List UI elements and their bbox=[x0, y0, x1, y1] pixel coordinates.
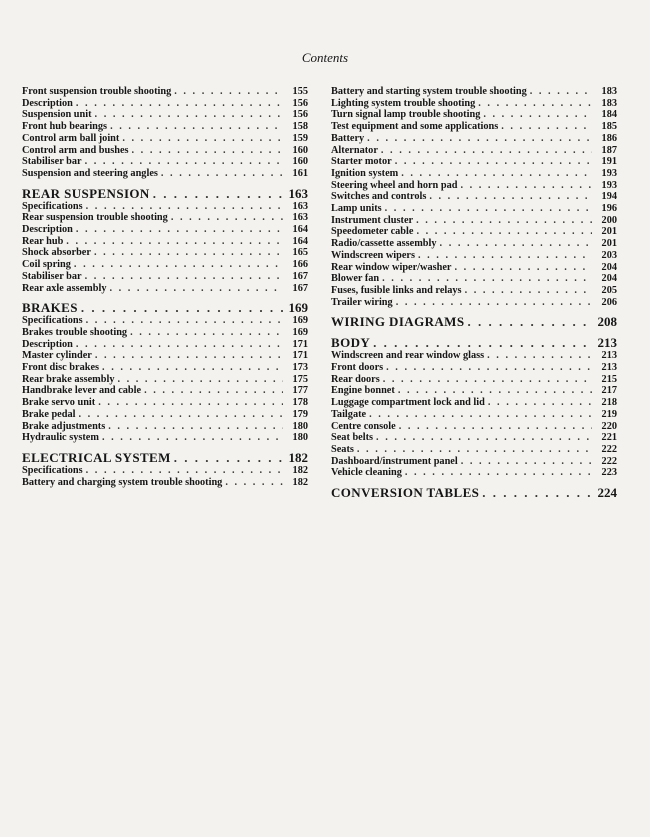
toc-entry-title: Centre console bbox=[331, 420, 396, 432]
toc-entry-title: Specifications bbox=[22, 315, 83, 327]
dot-leader bbox=[66, 236, 283, 248]
toc-page-number: 208 bbox=[597, 314, 617, 330]
toc-entry bbox=[331, 456, 617, 468]
dot-leader bbox=[381, 145, 592, 157]
dot-leader bbox=[76, 224, 283, 236]
toc-entry-title: Dashboard/instrument panel bbox=[331, 455, 458, 467]
dot-leader bbox=[467, 314, 592, 329]
toc-page-number: 196 bbox=[601, 203, 617, 215]
toc-entry-title: Control arm ball joint bbox=[22, 132, 120, 144]
toc-entry-title: BODY bbox=[331, 335, 371, 351]
toc-entry bbox=[331, 145, 617, 157]
toc-entry-title: Rear suspension trouble shooting bbox=[22, 212, 168, 224]
toc-entry-title: Seats bbox=[331, 443, 354, 455]
toc-page-number: 182 bbox=[292, 476, 308, 488]
toc-page-number: 213 bbox=[601, 350, 617, 362]
dot-leader bbox=[76, 339, 283, 351]
toc-entry-title: Alternator bbox=[331, 144, 378, 156]
toc-entry-title: Engine bonnet bbox=[331, 385, 395, 397]
toc-entry bbox=[22, 236, 308, 248]
toc-entry bbox=[331, 238, 617, 250]
toc-entry bbox=[331, 273, 617, 285]
toc-section-heading bbox=[331, 335, 617, 350]
toc-entry bbox=[22, 327, 308, 339]
toc-entry bbox=[331, 409, 617, 421]
dot-leader bbox=[132, 145, 283, 157]
toc-page-number: 218 bbox=[601, 397, 617, 409]
toc-page-number: 213 bbox=[601, 362, 617, 374]
dot-leader bbox=[369, 409, 592, 421]
toc-entry-title: Handbrake lever and cable bbox=[22, 385, 142, 397]
toc-entry-title: Speedometer cable bbox=[331, 226, 414, 238]
toc-page-number: 169 bbox=[292, 326, 308, 338]
dot-leader bbox=[405, 467, 592, 479]
toc-entry-title: Starter motor bbox=[331, 156, 392, 168]
toc-entry bbox=[22, 133, 308, 145]
toc-entry-title: BRAKES bbox=[22, 300, 78, 316]
toc-entry bbox=[22, 201, 308, 213]
toc-entry-title: Shock absorber bbox=[22, 247, 91, 259]
toc-entry-title: Brakes trouble shooting bbox=[22, 326, 128, 338]
toc-entry-title: Brake servo unit bbox=[22, 397, 96, 409]
toc-entry bbox=[22, 397, 308, 409]
toc-entry-title: Brake pedal bbox=[22, 408, 76, 420]
toc-left-column bbox=[22, 86, 308, 488]
dot-leader bbox=[171, 212, 283, 224]
toc-page-number: 220 bbox=[601, 420, 617, 432]
toc-page-number: 164 bbox=[292, 235, 308, 247]
toc-entry bbox=[22, 432, 308, 444]
toc-entry bbox=[331, 180, 617, 192]
toc-entry bbox=[22, 271, 308, 283]
toc-entry-title: Luggage compartment lock and lid bbox=[331, 397, 485, 409]
toc-entry-title: Description bbox=[22, 97, 73, 109]
toc-entry bbox=[22, 145, 308, 157]
toc-entry-title: Specifications bbox=[22, 200, 83, 212]
toc-entry bbox=[22, 477, 308, 489]
toc-entry-title: Battery bbox=[331, 132, 365, 144]
toc-page-number: 177 bbox=[292, 385, 308, 397]
toc-page-number: 165 bbox=[292, 247, 308, 259]
toc-page-number: 160 bbox=[292, 156, 308, 168]
toc-entry-title: Turn signal lamp trouble shooting bbox=[331, 109, 481, 121]
dot-leader bbox=[385, 203, 592, 215]
dot-leader bbox=[465, 285, 592, 297]
dot-leader bbox=[74, 259, 283, 271]
toc-page-number: 213 bbox=[597, 335, 617, 351]
toc-entry bbox=[331, 86, 617, 98]
dot-leader bbox=[110, 121, 283, 133]
toc-entry-title: Specifications bbox=[22, 464, 83, 476]
toc-entry-title: Front hub bearings bbox=[22, 121, 108, 133]
toc-entry bbox=[22, 362, 308, 374]
toc-entry-title: Suspension unit bbox=[22, 109, 92, 121]
toc-entry bbox=[22, 168, 308, 180]
dot-leader bbox=[488, 397, 592, 409]
toc-entry-title: Hydraulic system bbox=[22, 432, 99, 444]
dot-leader bbox=[416, 226, 592, 238]
toc-entry bbox=[22, 156, 308, 168]
dot-leader bbox=[102, 362, 283, 374]
toc-entry-title: Rear doors bbox=[331, 373, 380, 385]
dot-leader bbox=[386, 362, 592, 374]
toc-entry bbox=[331, 421, 617, 433]
toc-page-number: 167 bbox=[292, 270, 308, 282]
toc-page-number: 222 bbox=[601, 443, 617, 455]
dot-leader bbox=[109, 283, 283, 295]
toc-entry bbox=[22, 374, 308, 386]
toc-entry bbox=[331, 385, 617, 397]
dot-leader bbox=[102, 432, 283, 444]
toc-entry bbox=[22, 283, 308, 295]
toc-entry bbox=[331, 374, 617, 386]
toc-entry-title: Tailgate bbox=[331, 408, 367, 420]
toc-page-number: 206 bbox=[601, 296, 617, 308]
toc-section-heading bbox=[331, 485, 617, 500]
toc-entry-title: Test equipment and some applications bbox=[331, 121, 499, 133]
dot-leader bbox=[478, 98, 592, 110]
dot-leader bbox=[79, 409, 284, 421]
dot-leader bbox=[416, 215, 592, 227]
toc-entry bbox=[331, 362, 617, 374]
toc-page-number: 175 bbox=[292, 373, 308, 385]
dot-leader bbox=[117, 374, 283, 386]
toc-entry-title: Radio/cassette assembly bbox=[331, 238, 437, 250]
toc-entry-title: CONVERSION TABLES bbox=[331, 485, 480, 501]
toc-page-number: 163 bbox=[292, 200, 308, 212]
toc-page-number: 155 bbox=[292, 86, 308, 97]
dot-leader bbox=[81, 300, 283, 315]
toc-section-heading bbox=[22, 450, 308, 465]
dot-leader bbox=[373, 335, 592, 350]
dot-leader bbox=[98, 397, 283, 409]
toc-entry bbox=[331, 121, 617, 133]
toc-entry bbox=[331, 285, 617, 297]
toc-page-number: 164 bbox=[292, 224, 308, 236]
toc-page-number: 217 bbox=[601, 385, 617, 397]
dot-leader bbox=[399, 421, 592, 433]
dot-leader bbox=[398, 385, 592, 397]
toc-entry bbox=[22, 121, 308, 133]
toc-entry bbox=[22, 98, 308, 110]
toc-entry bbox=[22, 385, 308, 397]
toc-page-number: 158 bbox=[292, 121, 308, 133]
toc-page-number: 171 bbox=[292, 338, 308, 350]
toc-entry-title: Control arm and bushes bbox=[22, 144, 129, 156]
toc-entry bbox=[331, 168, 617, 180]
dot-leader bbox=[76, 98, 283, 110]
page-title: Contents bbox=[301, 50, 349, 65]
toc-entry bbox=[22, 224, 308, 236]
toc-page-number: 173 bbox=[292, 362, 308, 374]
dot-leader bbox=[108, 421, 283, 433]
toc-page-number: 163 bbox=[292, 212, 308, 224]
toc-entry-title: ELECTRICAL SYSTEM bbox=[22, 449, 171, 465]
toc-entry bbox=[22, 350, 308, 362]
toc-entry-title: Lighting system trouble shooting bbox=[331, 97, 476, 109]
toc-entry-title: Vehicle cleaning bbox=[331, 467, 402, 479]
toc-page-number: 204 bbox=[601, 273, 617, 285]
toc-page-number: 178 bbox=[292, 397, 308, 409]
dot-leader bbox=[144, 385, 283, 397]
dot-leader bbox=[86, 201, 283, 213]
toc-entry-title: Front disc brakes bbox=[22, 362, 100, 374]
toc-page-number: 180 bbox=[292, 432, 308, 444]
dot-leader bbox=[95, 350, 283, 362]
dot-leader bbox=[85, 156, 283, 168]
toc-entry bbox=[331, 133, 617, 145]
toc-page-number: 222 bbox=[601, 455, 617, 467]
toc-page-number: 186 bbox=[601, 132, 617, 144]
toc-entry-title: Battery and starting system trouble shooting bbox=[331, 86, 527, 97]
toc-entry-title: WIRING DIAGRAMS bbox=[331, 314, 465, 330]
toc-entry-title: Brake adjustments bbox=[22, 420, 106, 432]
toc-entry bbox=[22, 421, 308, 433]
toc-page-number: 191 bbox=[601, 156, 617, 168]
toc-entry-title: Rear hub bbox=[22, 235, 64, 247]
toc-entry-title: Windscreen wipers bbox=[331, 249, 415, 261]
toc-page-number: 182 bbox=[288, 449, 308, 465]
toc-entry-title: Stabiliser bar bbox=[22, 270, 82, 282]
toc-page-number: 183 bbox=[601, 86, 617, 97]
dot-leader bbox=[382, 273, 592, 285]
toc-page-number: 159 bbox=[292, 132, 308, 144]
toc-entry-title: Blower fan bbox=[331, 273, 380, 285]
dot-leader bbox=[487, 350, 592, 362]
toc-page-number: 163 bbox=[288, 185, 308, 201]
dot-leader bbox=[357, 444, 592, 456]
toc-page-number: 169 bbox=[288, 300, 308, 316]
dot-leader bbox=[395, 156, 592, 168]
dot-leader bbox=[94, 247, 283, 259]
toc-entry-title: Windscreen and rear window glass bbox=[331, 350, 485, 362]
dot-leader bbox=[501, 121, 592, 133]
toc-entry-title: Description bbox=[22, 338, 73, 350]
toc-page-number: 219 bbox=[601, 408, 617, 420]
toc-page-number: 160 bbox=[292, 144, 308, 156]
dot-leader bbox=[367, 133, 592, 145]
toc-page-number: 223 bbox=[601, 467, 617, 479]
dot-leader bbox=[174, 86, 283, 98]
toc-entry-title: Front doors bbox=[331, 362, 384, 374]
toc-entry-title: Rear window wiper/washer bbox=[331, 261, 452, 273]
toc-entry-title: Front suspension trouble shooting bbox=[22, 86, 172, 97]
dot-leader bbox=[95, 109, 283, 121]
toc-entry-title: Stabiliser bar bbox=[22, 156, 82, 168]
toc-entry bbox=[22, 465, 308, 477]
toc-page-number: 203 bbox=[601, 249, 617, 261]
toc-section-heading bbox=[331, 314, 617, 329]
toc-entry bbox=[331, 98, 617, 110]
toc-page-number: 205 bbox=[601, 284, 617, 296]
toc-entry-title: Trailer wiring bbox=[331, 296, 393, 308]
toc-entry-title: Lamp units bbox=[331, 203, 382, 215]
toc-page-number: 187 bbox=[601, 144, 617, 156]
dot-leader bbox=[174, 450, 283, 465]
toc-entry-title: Coil spring bbox=[22, 259, 71, 271]
toc-entry-title: Instrument cluster bbox=[331, 214, 414, 226]
toc-page-number: 180 bbox=[292, 420, 308, 432]
toc-page-number: 183 bbox=[601, 97, 617, 109]
toc-page-number: 166 bbox=[292, 259, 308, 271]
toc-page-number: 185 bbox=[601, 121, 617, 133]
dot-leader bbox=[483, 109, 592, 121]
dot-leader bbox=[225, 477, 283, 489]
toc-entry bbox=[331, 350, 617, 362]
dot-leader bbox=[86, 465, 283, 477]
toc-right-column bbox=[331, 86, 617, 500]
toc-entry bbox=[331, 156, 617, 168]
toc-entry-title: Rear axle assembly bbox=[22, 282, 107, 294]
toc-page-number: 224 bbox=[597, 485, 617, 501]
toc-entry bbox=[22, 109, 308, 121]
toc-page-number: 171 bbox=[292, 350, 308, 362]
toc-page-number: 201 bbox=[601, 226, 617, 238]
toc-entry bbox=[331, 297, 617, 309]
toc-entry-title: Steering wheel and horn pad bbox=[331, 179, 458, 191]
toc-entry-title: Fuses, fusible links and relays bbox=[331, 284, 462, 296]
toc-entry bbox=[331, 467, 617, 479]
dot-leader bbox=[401, 168, 592, 180]
dot-leader bbox=[482, 485, 592, 500]
dot-leader bbox=[122, 133, 283, 145]
toc-page-number: 184 bbox=[601, 109, 617, 121]
toc-entry-title: Master cylinder bbox=[22, 350, 92, 362]
dot-leader bbox=[440, 238, 592, 250]
toc-page-number: 193 bbox=[601, 179, 617, 191]
toc-entry bbox=[331, 226, 617, 238]
toc-entry-title: Switches and controls bbox=[331, 191, 427, 203]
toc-entry bbox=[22, 315, 308, 327]
dot-leader bbox=[418, 250, 592, 262]
toc-page-number: 193 bbox=[601, 167, 617, 179]
toc-entry bbox=[331, 109, 617, 121]
dot-leader bbox=[460, 180, 592, 192]
toc-entry bbox=[331, 397, 617, 409]
toc-page-number: 215 bbox=[601, 373, 617, 385]
dot-leader bbox=[130, 327, 283, 339]
dot-leader bbox=[530, 86, 592, 98]
toc-page-number: 161 bbox=[292, 167, 308, 179]
toc-entry bbox=[331, 262, 617, 274]
dot-leader bbox=[396, 297, 592, 309]
toc-page-number: 201 bbox=[601, 238, 617, 250]
dot-leader bbox=[161, 168, 283, 180]
toc-entry bbox=[331, 444, 617, 456]
dot-leader bbox=[383, 374, 592, 386]
dot-leader bbox=[86, 315, 283, 327]
toc-entry bbox=[22, 259, 308, 271]
dot-leader bbox=[461, 456, 592, 468]
toc-page-number: 167 bbox=[292, 282, 308, 294]
toc-entry bbox=[22, 339, 308, 351]
dot-leader bbox=[85, 271, 283, 283]
toc-page-number: 156 bbox=[292, 109, 308, 121]
dot-leader bbox=[153, 186, 283, 201]
toc-entry bbox=[331, 203, 617, 215]
toc-page-number: 182 bbox=[292, 464, 308, 476]
toc-entry-title: Battery and charging system trouble shooting bbox=[22, 476, 223, 488]
toc-page-number: 179 bbox=[292, 408, 308, 420]
toc-entry bbox=[22, 212, 308, 224]
toc-entry-title: Seat belts bbox=[331, 432, 374, 444]
dot-leader bbox=[429, 191, 592, 203]
toc-page-number: 204 bbox=[601, 261, 617, 273]
toc-page-number: 221 bbox=[601, 432, 617, 444]
toc-entry-title: Rear brake assembly bbox=[22, 373, 115, 385]
toc-entry-title: REAR SUSPENSION bbox=[22, 185, 150, 201]
toc-entry bbox=[331, 432, 617, 444]
toc-entry bbox=[22, 409, 308, 421]
dot-leader bbox=[455, 262, 592, 274]
toc-page-number: 194 bbox=[601, 191, 617, 203]
toc-entry bbox=[331, 250, 617, 262]
toc-page-number: 156 bbox=[292, 97, 308, 109]
toc-entry-title: Description bbox=[22, 224, 73, 236]
dot-leader bbox=[376, 432, 592, 444]
toc-entry bbox=[22, 86, 308, 98]
toc-page-number: 200 bbox=[601, 214, 617, 226]
toc-section-heading bbox=[22, 300, 308, 315]
toc-entry bbox=[331, 191, 617, 203]
toc-page-number: 169 bbox=[292, 315, 308, 327]
toc-entry bbox=[331, 215, 617, 227]
toc-entry-title: Suspension and steering angles bbox=[22, 167, 158, 179]
toc-entry-title: Ignition system bbox=[331, 167, 399, 179]
toc-entry bbox=[22, 247, 308, 259]
toc-section-heading bbox=[22, 186, 308, 201]
